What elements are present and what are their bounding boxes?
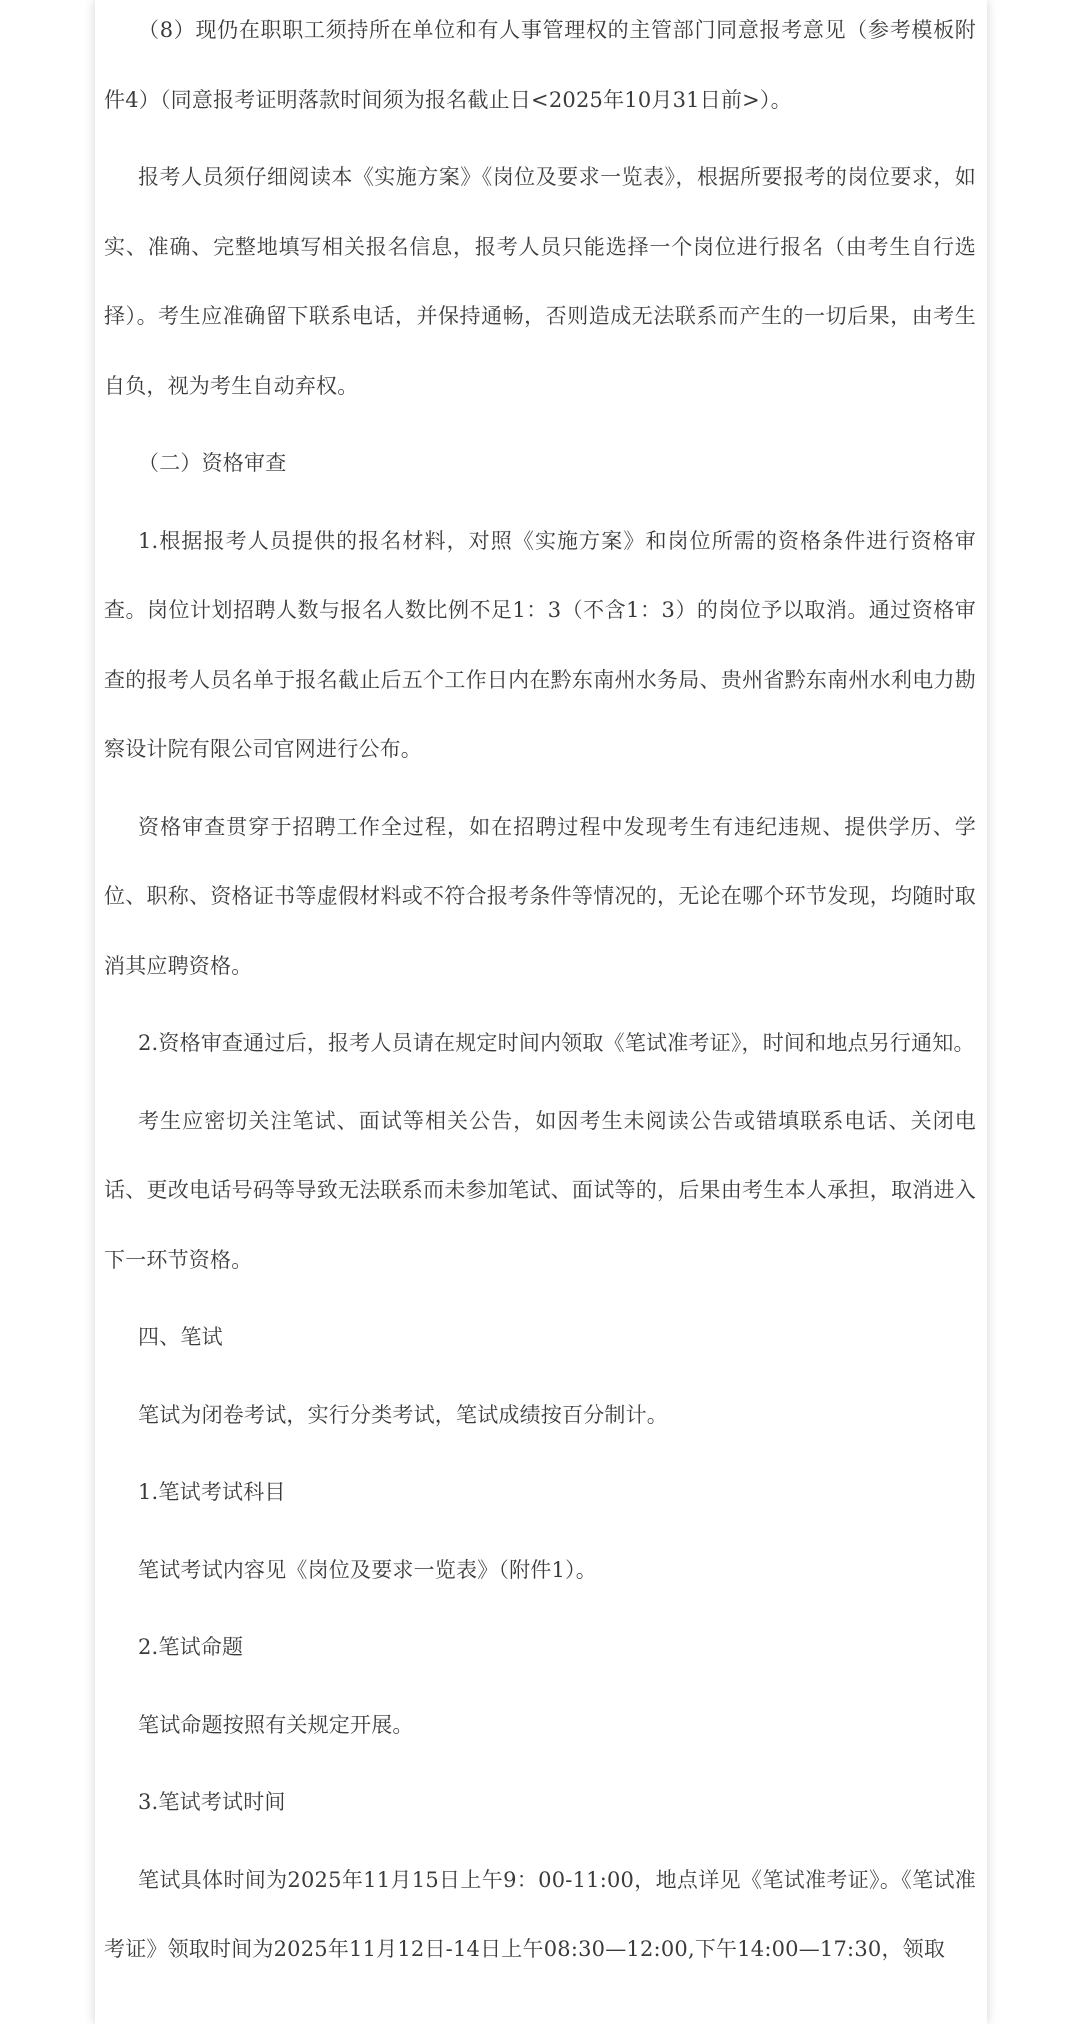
paragraph-exam-format: 笔试为闭卷考试，实行分类考试，笔试成绩按百分制计。 xyxy=(138,1402,668,1427)
paragraph-registration-notice: 报考人员须仔细阅读本《实施方案》《岗位及要求一览表》，根据所要报考的岗位要求，如实、准确、完整地填写相关报名信息，报考人员只能选择一个岗位进行报名（由考生自行选择）。考生应准确留下联系电话，并保持通畅，否则造成无法联系而产生的一切后果，由考生自负，视为考生自动弃权。 xyxy=(104,165,976,398)
heading-written-exam: 四、笔试 xyxy=(138,1325,223,1349)
heading-exam-questions: 2.笔试命题 xyxy=(138,1635,244,1659)
paragraph-exam-content: 笔试考试内容见《岗位及要求一览表》（附件1）。 xyxy=(138,1557,597,1582)
paragraph-attention-notice: 考生应密切关注笔试、面试等相关公告，如因考生未阅读公告或错填联系电话、关闭电话、更改电话号码等导致无法联系而未参加笔试、面试等的，后果由考生本人承担，取消进入下一环节资格。 xyxy=(104,1108,976,1272)
paragraph-exam-questions: 笔试命题按照有关规定开展。 xyxy=(138,1712,414,1737)
heading-qualification-review: （二）资格审查 xyxy=(138,451,287,475)
heading-exam-time: 3.笔试考试时间 xyxy=(138,1790,286,1814)
paragraph-review-2: 2.资格审查通过后，报考人员请在规定时间内领取《笔试准考证》，时间和地点另行通知。 xyxy=(138,1031,975,1055)
heading-exam-subjects: 1.笔试考试科目 xyxy=(138,1480,286,1504)
paragraph-employee-consent: （8）现仍在职职工须持所在单位和有人事管理权的主管部门同意报考意见（参考模板附件4）（同意报考证明落款时间须为报名截止日<2025年10月31日前>）。 xyxy=(104,18,976,112)
article-body xyxy=(104,0,976,2024)
paragraph-review-throughout: 资格审查贯穿于招聘工作全过程，如在招聘过程中发现考生有违纪违规、提供学历、学位、职称、资格证书等虚假材料或不符合报考条件等情况的，无论在哪个环节发现，均随时取消其应聘资格。 xyxy=(104,814,976,978)
paragraph-review-1: 1.根据报考人员提供的报名材料，对照《实施方案》和岗位所需的资格条件进行资格审查。岗位计划招聘人数与报名人数比例不足1：3（不含1：3）的岗位予以取消。通过资格审查的报考人员名单于报名截止后五个工作日内在黔东南州水务局、贵州省黔东南州水利电力勘察设计院有限公司官网进行公布。 xyxy=(104,528,976,761)
paragraph-exam-time: 笔试具体时间为2025年11月15日上午9：00-11:00，地点详见《笔试准考证》。《笔试准考证》领取时间为2025年11月12日-14日上午08:30—12:00,下午14:00—17:30，领取 xyxy=(104,1867,976,1961)
